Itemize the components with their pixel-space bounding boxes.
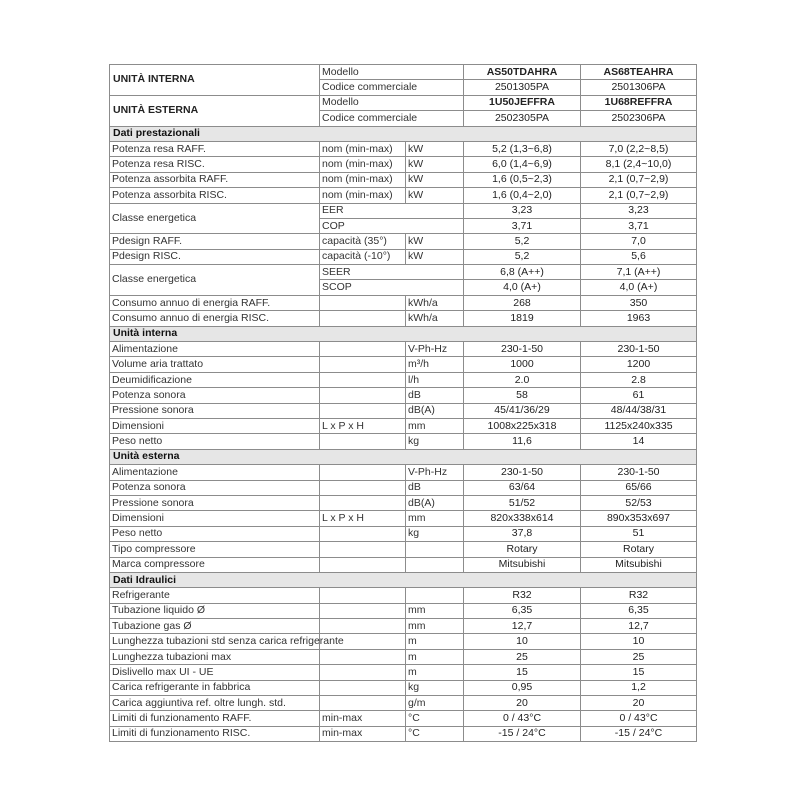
pdesign-row [110,249,697,264]
perf-class-row [110,265,697,280]
hydraulic-label: Lunghezza tubazioni max [110,649,320,664]
indoor-condition: L x P x H [320,418,406,433]
hydraulic-condition [320,665,406,680]
indoor-condition [320,342,406,357]
outdoor-code-1: 2502305PA [464,111,581,126]
perf-unit: kW [406,188,464,203]
indoor-unit: mm [406,418,464,433]
outdoor-value-2: 51 [581,526,697,541]
hydraulic-condition [320,696,406,711]
pdesign-value-2: 5,6 [581,249,697,264]
pdesign-label: Pdesign RAFF. [110,234,320,249]
outdoor-value-2: 890x353x697 [581,511,697,526]
outdoor-label: Dimensioni [110,511,320,526]
section-header-row [110,326,697,341]
hydraulic-value-2: 6,35 [581,603,697,618]
consumo-condition [320,295,406,310]
perf-condition: nom (min-max) [320,172,406,187]
indoor-label: Peso netto [110,434,320,449]
consumo-value-1: 268 [464,295,581,310]
hydraulic-value-1: 6,35 [464,603,581,618]
indoor-condition [320,372,406,387]
hydraulic-unit: °C [406,726,464,741]
indoor-row [110,418,697,433]
hydraulic-value-1: 15 [464,665,581,680]
indoor-value-2: 230-1-50 [581,342,697,357]
indoor-model-1: AS50TDAHRA [464,65,581,80]
section-hydraulic-title: Dati Idraulici [110,572,697,587]
outdoor-unit [406,557,464,572]
outdoor-row [110,511,697,526]
perf-value-1: 5,2 (1,3~6,8) [464,141,581,156]
consumo-value-1: 1819 [464,311,581,326]
hydraulic-value-2: 20 [581,696,697,711]
hydraulic-value-2: 10 [581,634,697,649]
indoor-row [110,403,697,418]
consumo-label: Consumo annuo di energia RISC. [110,311,320,326]
indoor-row [110,388,697,403]
indoor-value-2: 14 [581,434,697,449]
hydraulic-unit: m [406,665,464,680]
seer-value-2: 7,1 (A++) [581,265,697,280]
outdoor-unit: mm [406,511,464,526]
hydraulic-label: Refrigerante [110,588,320,603]
outdoor-condition [320,542,406,557]
perf-label: Potenza resa RAFF. [110,141,320,156]
outdoor-unit-label: UNITÀ ESTERNA [110,95,320,126]
hydraulic-row [110,619,697,634]
hydraulic-condition [320,619,406,634]
hydraulic-label: Tubazione liquido Ø [110,603,320,618]
hydraulic-value-2: 0 / 43°C [581,711,697,726]
outdoor-unit: kg [406,526,464,541]
outdoor-label: Marca compressore [110,557,320,572]
hydraulic-label: Dislivello max UI - UE [110,665,320,680]
indoor-value-1: 1008x225x318 [464,418,581,433]
outdoor-value-2: Mitsubishi [581,557,697,572]
indoor-model-2: AS68TEAHRA [581,65,697,80]
outdoor-value-1: 51/52 [464,495,581,510]
indoor-value-1: 2.0 [464,372,581,387]
indoor-value-1: 1000 [464,357,581,372]
outdoor-unit: dB [406,480,464,495]
indoor-row [110,342,697,357]
perf-unit: kW [406,172,464,187]
outdoor-value-2: 65/66 [581,480,697,495]
section-header-row [110,449,697,464]
consumo-unit: kWh/a [406,311,464,326]
indoor-label: Volume aria trattato [110,357,320,372]
hydraulic-condition: min-max [320,726,406,741]
hydraulic-value-1: R32 [464,588,581,603]
consumo-value-2: 1963 [581,311,697,326]
indoor-value-1: 11,6 [464,434,581,449]
hydraulic-value-2: 15 [581,665,697,680]
hydraulic-row [110,588,697,603]
hydraulic-value-2: -15 / 24°C [581,726,697,741]
outdoor-unit [406,542,464,557]
outdoor-value-1: Mitsubishi [464,557,581,572]
scop-label: SCOP [320,280,464,295]
indoor-code-1: 2501305PA [464,80,581,95]
cop-value-1: 3,71 [464,218,581,233]
cop-value-2: 3,71 [581,218,697,233]
perf-class-row [110,203,697,218]
scop-value-1: 4,0 (A+) [464,280,581,295]
hydraulic-unit: m [406,634,464,649]
pdesign-label: Pdesign RISC. [110,249,320,264]
section-header-row [110,126,697,141]
energy-class-label: Classe energetica [110,203,320,234]
indoor-unit: l/h [406,372,464,387]
pdesign-value-1: 5,2 [464,234,581,249]
hydraulic-condition [320,588,406,603]
hydraulic-label: Lunghezza tubazioni std senza carica refrigerante [110,634,320,649]
outdoor-row [110,480,697,495]
outdoor-row [110,495,697,510]
indoor-value-1: 58 [464,388,581,403]
perf-value-1: 1,6 (0,5~2,3) [464,172,581,187]
perf-condition: nom (min-max) [320,157,406,172]
indoor-value-2: 1200 [581,357,697,372]
outdoor-label: Potenza sonora [110,480,320,495]
perf-value-1: 1,6 (0,4~2,0) [464,188,581,203]
indoor-condition [320,388,406,403]
perf-label: Potenza resa RISC. [110,157,320,172]
hydraulic-value-1: 12,7 [464,619,581,634]
hydraulic-unit: kg [406,680,464,695]
outdoor-row [110,465,697,480]
pdesign-value-1: 5,2 [464,249,581,264]
outdoor-row [110,542,697,557]
outdoor-condition [320,557,406,572]
outdoor-label: Pressione sonora [110,495,320,510]
hydraulic-unit: mm [406,603,464,618]
outdoor-row [110,526,697,541]
pdesign-condition: capacità (-10°) [320,249,406,264]
hydraulic-row [110,696,697,711]
indoor-unit: dB [406,388,464,403]
indoor-value-1: 45/41/36/29 [464,403,581,418]
perf-condition: nom (min-max) [320,141,406,156]
hydraulic-value-2: 1,2 [581,680,697,695]
section-header-row [110,572,697,587]
hydraulic-condition: min-max [320,711,406,726]
pdesign-unit: kW [406,234,464,249]
hydraulic-label: Carica aggiuntiva ref. oltre lungh. std. [110,696,320,711]
hydraulic-unit [406,588,464,603]
spec-table-body [110,65,697,742]
outdoor-code-2: 2502306PA [581,111,697,126]
cop-label: COP [320,218,464,233]
hydraulic-value-2: 25 [581,649,697,664]
outdoor-value-2: 52/53 [581,495,697,510]
outdoor-unit: dB(A) [406,495,464,510]
outdoor-value-1: 230-1-50 [464,465,581,480]
outdoor-condition [320,495,406,510]
pdesign-unit: kW [406,249,464,264]
hydraulic-value-1: 10 [464,634,581,649]
hydraulic-row [110,711,697,726]
hydraulic-condition [320,649,406,664]
hydraulic-unit: m [406,649,464,664]
indoor-unit: m³/h [406,357,464,372]
consumo-unit: kWh/a [406,295,464,310]
hydraulic-label: Carica refrigerante in fabbrica [110,680,320,695]
hydraulic-row [110,726,697,741]
pdesign-value-2: 7,0 [581,234,697,249]
pdesign-row [110,234,697,249]
indoor-unit: V-Ph-Hz [406,342,464,357]
eer-value-2: 3,23 [581,203,697,218]
consumo-row [110,311,697,326]
hydraulic-value-1: 0 / 43°C [464,711,581,726]
perf-row [110,188,697,203]
outdoor-row [110,557,697,572]
consumo-label: Consumo annuo di energia RAFF. [110,295,320,310]
hydraulic-label: Tubazione gas Ø [110,619,320,634]
indoor-unit: kg [406,434,464,449]
indoor-label: Alimentazione [110,342,320,357]
spec-table [109,64,697,742]
model-label: Modello [320,95,464,110]
indoor-condition [320,357,406,372]
section-perf-title: Dati prestazionali [110,126,697,141]
indoor-row [110,372,697,387]
outdoor-label: Tipo compressore [110,542,320,557]
code-label: Codice commerciale [320,80,464,95]
indoor-row [110,357,697,372]
section-indoor-title: Unità interna [110,326,697,341]
indoor-unit-label: UNITÀ INTERNA [110,65,320,96]
hydraulic-label: Limiti di funzionamento RISC. [110,726,320,741]
indoor-label: Dimensioni [110,418,320,433]
hydraulic-value-2: R32 [581,588,697,603]
outdoor-value-1: 820x338x614 [464,511,581,526]
indoor-value-2: 1125x240x335 [581,418,697,433]
perf-value-2: 2,1 (0,7~2,9) [581,172,697,187]
outdoor-condition [320,465,406,480]
hydraulic-unit: mm [406,619,464,634]
hydraulic-condition [320,680,406,695]
energy-class-label: Classe energetica [110,265,320,296]
perf-condition: nom (min-max) [320,188,406,203]
outdoor-label: Peso netto [110,526,320,541]
hydraulic-value-1: 20 [464,696,581,711]
indoor-value-2: 61 [581,388,697,403]
indoor-value-2: 2.8 [581,372,697,387]
perf-row [110,157,697,172]
outdoor-value-2: Rotary [581,542,697,557]
eer-value-1: 3,23 [464,203,581,218]
model-label: Modello [320,65,464,80]
indoor-condition [320,403,406,418]
hydraulic-value-1: -15 / 24°C [464,726,581,741]
outdoor-condition: L x P x H [320,511,406,526]
section-outdoor-title: Unità esterna [110,449,697,464]
perf-row [110,141,697,156]
outdoor-model-2: 1U68REFFRA [581,95,697,110]
eer-label: EER [320,203,464,218]
hydraulic-unit: g/m [406,696,464,711]
outdoor-value-1: 37,8 [464,526,581,541]
hydraulic-unit: °C [406,711,464,726]
hydraulic-row [110,680,697,695]
pdesign-condition: capacità (35°) [320,234,406,249]
perf-value-2: 7,0 (2,2~8,5) [581,141,697,156]
outdoor-condition [320,526,406,541]
hydraulic-row [110,634,697,649]
perf-unit: kW [406,141,464,156]
consumo-value-2: 350 [581,295,697,310]
perf-value-1: 6,0 (1,4~6,9) [464,157,581,172]
indoor-row [110,434,697,449]
outdoor-model-1: 1U50JEFFRA [464,95,581,110]
outdoor-unit: V-Ph-Hz [406,465,464,480]
perf-value-2: 2,1 (0,7~2,9) [581,188,697,203]
consumo-condition [320,311,406,326]
indoor-label: Potenza sonora [110,388,320,403]
perf-row [110,172,697,187]
hydraulic-row [110,665,697,680]
outdoor-value-2: 230-1-50 [581,465,697,480]
hydraulic-row [110,603,697,618]
outdoor-value-1: Rotary [464,542,581,557]
indoor-unit: dB(A) [406,403,464,418]
indoor-code-2: 2501306PA [581,80,697,95]
outdoor-model-row [110,95,697,110]
outdoor-label: Alimentazione [110,465,320,480]
hydraulic-value-1: 25 [464,649,581,664]
outdoor-condition [320,480,406,495]
consumo-row [110,295,697,310]
indoor-value-1: 230-1-50 [464,342,581,357]
hydraulic-value-2: 12,7 [581,619,697,634]
indoor-condition [320,434,406,449]
scop-value-2: 4,0 (A+) [581,280,697,295]
indoor-value-2: 48/44/38/31 [581,403,697,418]
outdoor-value-1: 63/64 [464,480,581,495]
perf-unit: kW [406,157,464,172]
perf-label: Potenza assorbita RISC. [110,188,320,203]
code-label: Codice commerciale [320,111,464,126]
perf-label: Potenza assorbita RAFF. [110,172,320,187]
perf-value-2: 8,1 (2,4~10,0) [581,157,697,172]
indoor-label: Pressione sonora [110,403,320,418]
indoor-label: Deumidificazione [110,372,320,387]
seer-value-1: 6,8 (A++) [464,265,581,280]
hydraulic-row [110,649,697,664]
seer-label: SEER [320,265,464,280]
indoor-model-row [110,65,697,80]
hydraulic-condition [320,603,406,618]
hydraulic-label: Limiti di funzionamento RAFF. [110,711,320,726]
hydraulic-value-1: 0,95 [464,680,581,695]
